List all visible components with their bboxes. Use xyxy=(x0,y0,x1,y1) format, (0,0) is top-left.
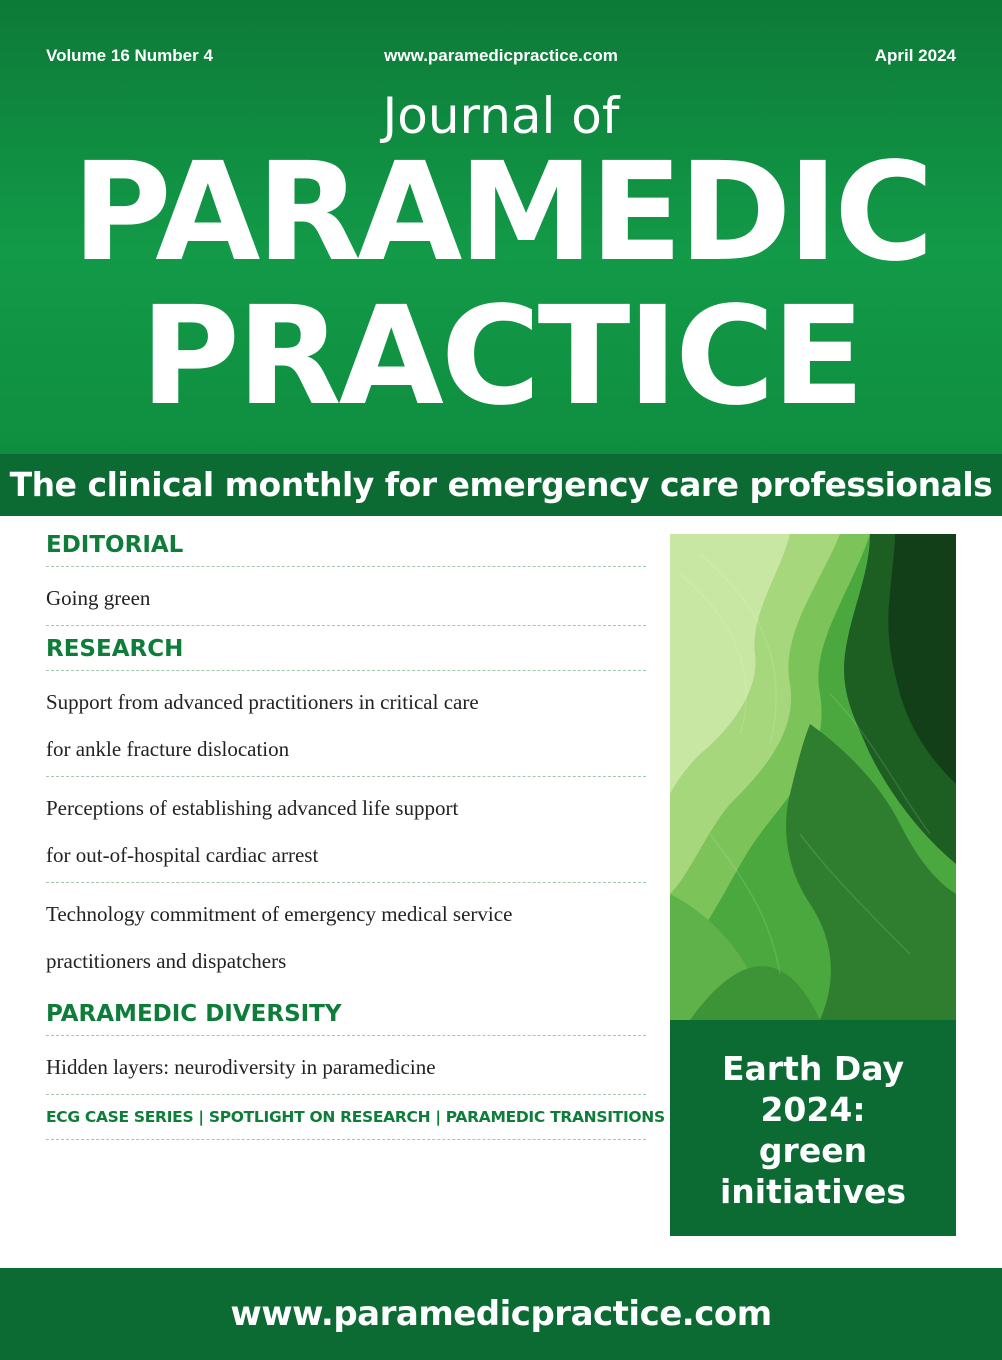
article-title: Hidden layers: neurodiversity in paramedicine xyxy=(46,1055,436,1079)
series-links[interactable]: ECG CASE SERIES | SPOTLIGHT ON RESEARCH | PARAMEDIC TRANSITIONS xyxy=(46,1095,646,1140)
table-of-contents xyxy=(46,522,665,1140)
feature-line: initiatives xyxy=(719,1172,907,1211)
feature-line: green xyxy=(758,1131,868,1170)
feature-line: Earth Day xyxy=(722,1049,904,1088)
article-title-line: practitioners and dispatchers xyxy=(46,949,287,973)
tagline-band xyxy=(0,454,1002,516)
journal-of-label: Journal of xyxy=(382,87,620,145)
article-title-line: for out-of-hospital cardiac arrest xyxy=(46,843,319,867)
green-waves-illustration xyxy=(670,534,956,1020)
article-technology-commitment[interactable] xyxy=(46,883,646,991)
issue-volume: Volume 16 Number 4 xyxy=(46,46,213,65)
footer-band xyxy=(0,1268,1002,1360)
cover-artwork-image xyxy=(670,534,956,1020)
masthead-website[interactable]: www.paramedicpractice.com xyxy=(384,46,618,65)
article-advanced-life-support[interactable] xyxy=(46,777,646,883)
article-going-green[interactable] xyxy=(46,567,646,626)
section-heading-research: RESEARCH xyxy=(46,626,646,671)
tagline: The clinical monthly for emergency care professionals xyxy=(9,465,993,504)
journal-title-line2: PRACTICE xyxy=(140,278,862,436)
section-heading-editorial: EDITORIAL xyxy=(46,522,646,567)
article-title: Going green xyxy=(46,586,151,610)
feature-headline xyxy=(670,1048,956,1212)
issue-date: April 2024 xyxy=(874,46,956,65)
journal-title-line1: PARAMEDIC xyxy=(72,134,930,292)
article-title-line: for ankle fracture dislocation xyxy=(46,737,290,761)
article-hidden-layers[interactable] xyxy=(46,1036,646,1095)
feature-line: 2024: xyxy=(760,1090,866,1129)
article-ankle-fracture[interactable] xyxy=(46,671,646,777)
section-heading-paramedic-diversity: PARAMEDIC DIVERSITY xyxy=(46,991,646,1036)
footer-website[interactable]: www.paramedicpractice.com xyxy=(230,1294,772,1334)
article-title-line: Technology commitment of emergency medical service xyxy=(46,902,513,926)
article-title-line: Perceptions of establishing advanced life support xyxy=(46,796,459,820)
masthead xyxy=(0,0,1002,454)
feature-box[interactable] xyxy=(670,1020,956,1236)
article-title-line: Support from advanced practitioners in critical care xyxy=(46,690,479,714)
